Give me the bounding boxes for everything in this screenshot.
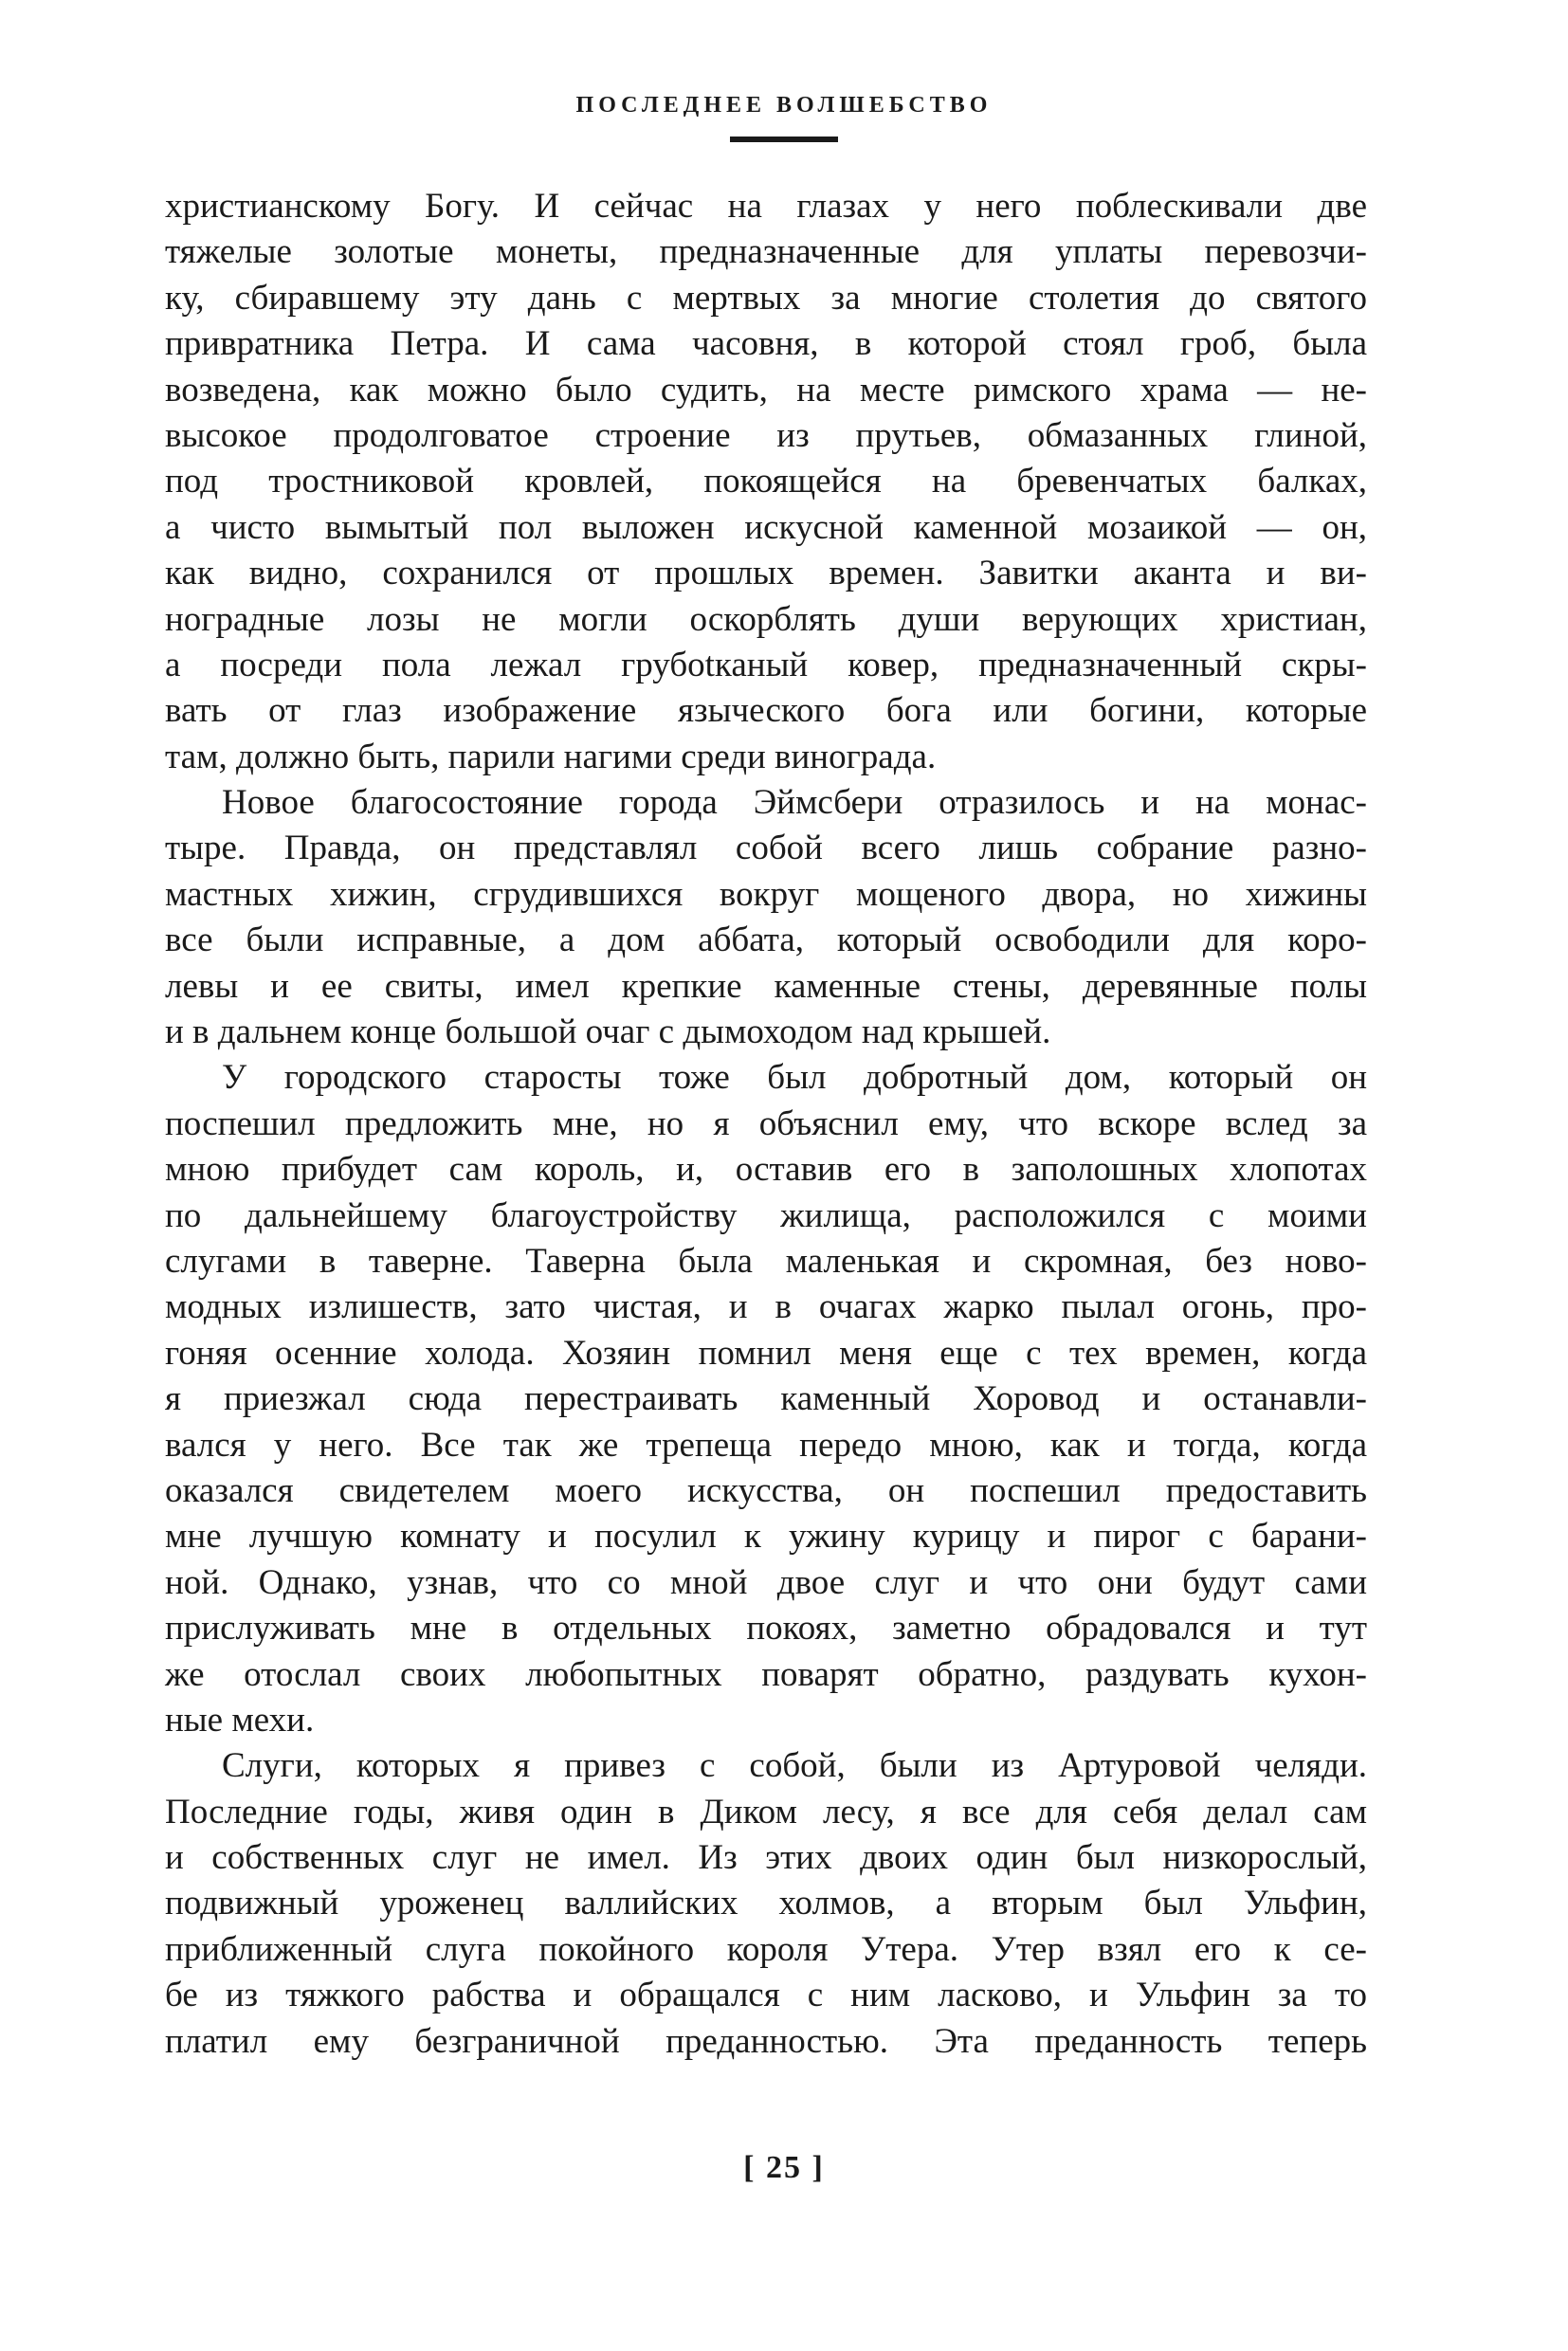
page-number: [ 25 ] bbox=[743, 2150, 825, 2185]
text-line: высокое продолговатое строение из прутьев, обмазанных глиной, bbox=[165, 415, 1367, 455]
text-line: вать от глаз изображение языческого бога или богини, которые bbox=[165, 691, 1367, 731]
text-line: ку, сбиравшему эту дань с мертвых за многие столетия до святого bbox=[165, 278, 1367, 318]
paragraph bbox=[165, 184, 1367, 780]
text-line: же отослал своих любопытных поварят обратно, раздувать кухон- bbox=[165, 1654, 1367, 1694]
text-line: а посреди пола лежал грубotканый ковер, предназначенный скры- bbox=[165, 645, 1367, 684]
running-title: ПОСЛЕДНЕЕ ВОЛШЕБСТВО bbox=[575, 93, 993, 118]
text-line: Последние годы, живя один в Диком лесу, я все для себя делал сам bbox=[165, 1792, 1367, 1832]
text-line: слугами в таверне. Таверна была маленькая и скромная, без ново- bbox=[165, 1241, 1367, 1281]
text-line: и в дальнем конце большой очаг с дымоходом над крышей. bbox=[165, 1012, 1051, 1052]
text-line: мною прибудет сам король, и, оставив его в заполошных хлопотах bbox=[165, 1150, 1367, 1190]
text-line: прислуживать мне в отдельных покоях, заметно обрадовался и тут bbox=[165, 1609, 1367, 1649]
text-line: У городского старосты тоже был добротный дом, который он bbox=[222, 1058, 1367, 1098]
text-line: ные мехи. bbox=[165, 1700, 315, 1740]
paragraph bbox=[165, 1055, 1367, 1743]
text-line: оказался свидетелем моего искусства, он поспешил предоставить bbox=[165, 1470, 1367, 1510]
text-line: возведена, как можно было судить, на месте римского храма — не- bbox=[165, 370, 1367, 410]
text-line: ноградные лозы не могли оскорблять души верующих христиан, bbox=[165, 599, 1367, 639]
text-line: левы и ее свиты, имел крепкие каменные стены, деревянные полы bbox=[165, 966, 1367, 1006]
text-line: а чисто вымытый пол выложен искусной каменной мозаикой — он, bbox=[165, 507, 1367, 547]
paragraph bbox=[165, 780, 1367, 1055]
text-line: гоняя осенние холода. Хозяин помнил меня еще с тех времен, когда bbox=[165, 1333, 1367, 1373]
header-rule bbox=[730, 137, 838, 142]
text-line: как видно, сохранился от прошлых времен. Завитки аканта и ви- bbox=[165, 554, 1367, 593]
text-line: мне лучшую комнату и посулил к ужину курицу и пирог с барани- bbox=[165, 1517, 1367, 1557]
text-line: я приезжал сюда перестраивать каменный Хоровод и останавли- bbox=[165, 1379, 1367, 1419]
text-line: приближенный слуга покойного короля Утера. Утер взял его к се- bbox=[165, 1929, 1367, 1969]
text-line: там, должно быть, парили нагими среди винограда. bbox=[165, 737, 937, 776]
text-line: бе из тяжкого рабства и обращался с ним ласково, и Ульфин за то bbox=[165, 1976, 1367, 2015]
text-line: христианскому Богу. И сейчас на глазах у него поблескивали две bbox=[165, 187, 1367, 226]
text-line: подвижный уроженец валлийских холмов, а вторым был Ульфин, bbox=[165, 1884, 1367, 1923]
text-line: Слуги, которых я привез с собой, были из Артуровой челяди. bbox=[222, 1746, 1367, 1786]
text-line: все были исправные, а дом аббата, который освободили для коро- bbox=[165, 920, 1367, 960]
text-line: вался у него. Все так же трепеща передо мною, как и тогда, когда bbox=[165, 1425, 1367, 1465]
body-text bbox=[165, 184, 1367, 2065]
text-line: тяжелые золотые монеты, предназначенные для уплаты перевозчи- bbox=[165, 232, 1367, 272]
paragraph bbox=[165, 1743, 1367, 2065]
text-line: привратника Петра. И сама часовня, в которой стоял гроб, была bbox=[165, 324, 1367, 364]
text-line: мастных хижин, сгрудившихся вокруг мощеного двора, но хижины bbox=[165, 874, 1367, 914]
text-line: Новое благосостояние города Эймсбери отразилось и на монас- bbox=[222, 783, 1367, 823]
text-line: тыре. Правда, он представлял собой всего лишь собрание разно- bbox=[165, 829, 1367, 868]
text-line: ной. Однако, узнав, что со мной двое слуг и что они будут сами bbox=[165, 1562, 1367, 1602]
text-line: по дальнейшему благоустройству жилища, расположился с моими bbox=[165, 1195, 1367, 1235]
text-line: модных излишеств, зато чистая, и в очагах жарко пылал огонь, про- bbox=[165, 1287, 1367, 1327]
text-line: платил ему безграничной преданностью. Эта преданность теперь bbox=[165, 2021, 1367, 2061]
text-line: под тростниковой кровлей, покоящейся на бревенчатых балках, bbox=[165, 462, 1367, 501]
text-line: и собственных слуг не имел. Из этих двоих один был низкорослый, bbox=[165, 1838, 1367, 1878]
text-line: поспешил предложить мне, но я объяснил ему, что вскоре вслед за bbox=[165, 1103, 1367, 1143]
